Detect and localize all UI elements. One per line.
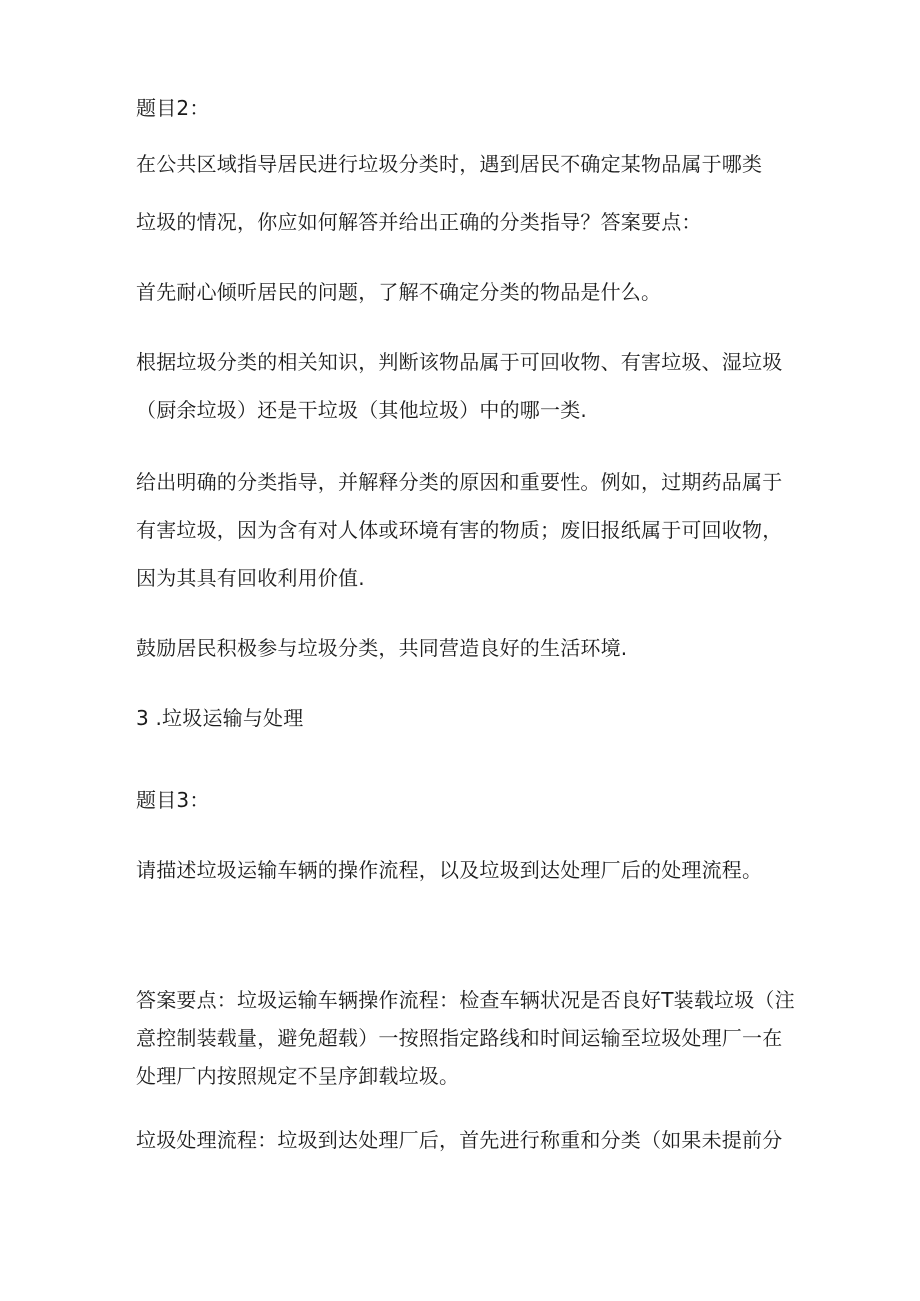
answer-3-line-3: 处理厂内按照规定不呈序卸载垃圾。 (136, 1064, 460, 1088)
answer-point-3-line-3: 因为其具有回收利用价值. (136, 566, 365, 590)
answer-point-3-line-2: 有害垃圾，因为含有对人体或环境有害的物质；废旧报纸属于可回收物， (136, 518, 783, 542)
answer-point-4: 鼓励居民积极参与垃圾分类，共同营造良好的生活环境. (136, 636, 628, 660)
question-3-text: 请描述垃圾运输车辆的操作流程，以及垃圾到达处理厂后的处理流程。 (136, 858, 763, 882)
question-2-heading: 题目2： (136, 96, 210, 120)
question-2-text-line-2: 垃圾的情况，你应如何解答并给出正确的分类指导？答案要点： (136, 210, 702, 234)
question-2-text-line-1: 在公共区域指导居民进行垃圾分类时，遇到居民不确定某物品属于哪类 (136, 152, 763, 176)
answer-3-line-1: 答案要点：垃圾运输车辆操作流程：检查车辆状况是否良好T装载垃圾（注 (136, 988, 795, 1012)
answer-4-line-1: 垃圾处理流程：垃圾到达处理厂后，首先进行称重和分类（如果未提前分 (136, 1128, 783, 1152)
answer-point-2-line-2: （厨余垃圾）还是干垃圾（其他垃圾）中的哪一类. (136, 398, 587, 422)
answer-point-3-line-1: 给出明确的分类指导，并解释分类的原因和重要性。例如，过期药品属于 (136, 470, 783, 494)
section-3-heading: 3 .垃圾运输与处理 (136, 706, 304, 730)
answer-point-1: 首先耐心倾听居民的问题，了解不确定分类的物品是什么。 (136, 280, 662, 304)
question-3-heading: 题目3： (136, 788, 210, 812)
answer-point-2-line-1: 根据垃圾分类的相关知识，判断该物品属于可回收物、有害垃圾、湿垃圾 (136, 350, 783, 374)
answer-3-line-2: 意控制装载量，避免超载）一按照指定路线和时间运输至垃圾处理厂一在 (136, 1026, 783, 1050)
